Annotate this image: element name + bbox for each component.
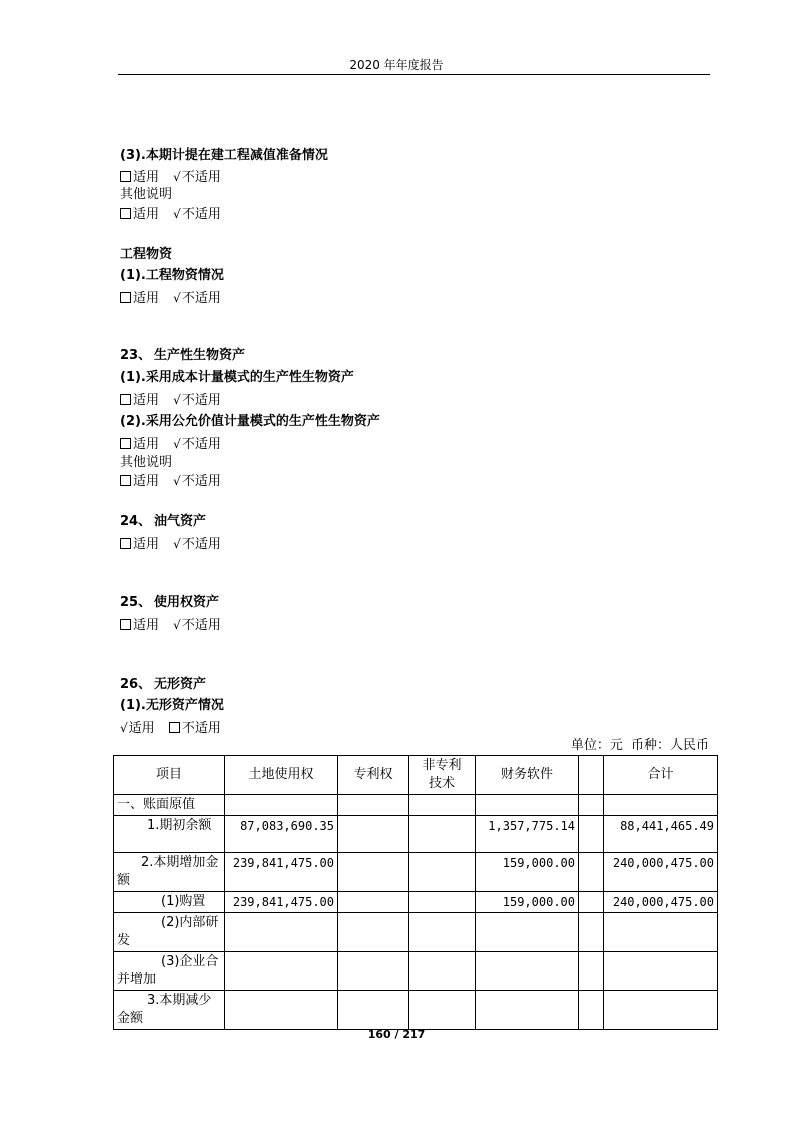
s23-sub2-title: (2).采用公允价值计量模式的生产性生物资产 bbox=[120, 414, 380, 429]
s25-title bbox=[120, 594, 219, 612]
table-cell bbox=[579, 795, 604, 816]
table-cell: 87,083,690.35 bbox=[225, 816, 338, 853]
s26-title-text: 无形资产 bbox=[154, 677, 207, 692]
applicable-option[interactable]: 适用 bbox=[120, 206, 159, 224]
s23-sub1-options bbox=[120, 391, 221, 410]
s26-sub1-title: (1).无形资产情况 bbox=[120, 698, 224, 713]
table-cell bbox=[579, 853, 604, 892]
other-note-label: 其他说明 bbox=[120, 455, 173, 470]
table-row bbox=[114, 853, 718, 892]
table-cell bbox=[225, 913, 338, 952]
applicable-option[interactable]: 适用 bbox=[120, 169, 159, 187]
table-cell bbox=[338, 952, 409, 991]
table-header-cell: 合计 bbox=[604, 756, 718, 795]
table-header-cell: 财务软件 bbox=[476, 756, 579, 795]
s23-number: 23、 bbox=[120, 348, 152, 363]
checkmark-icon: √ bbox=[173, 437, 181, 451]
table-row bbox=[114, 952, 718, 991]
table-cell bbox=[409, 991, 476, 1030]
not-applicable-option[interactable]: 不适用 bbox=[169, 720, 221, 738]
checkmark-icon: √ bbox=[173, 474, 181, 488]
table-row bbox=[114, 991, 718, 1030]
unit-label: 单位：元 bbox=[570, 738, 623, 753]
s24-title bbox=[120, 513, 206, 531]
page-number: 160 / 217 bbox=[367, 1028, 426, 1041]
table-cell bbox=[476, 795, 579, 816]
row-label: (3)企业合并增加 bbox=[114, 952, 225, 991]
not-applicable-option[interactable]: √不适用 bbox=[173, 437, 221, 452]
checkmark-icon: √ bbox=[173, 537, 181, 551]
s24-title-text: 油气资产 bbox=[154, 514, 207, 529]
other-note-label: 其他说明 bbox=[120, 187, 173, 202]
table-header-cell bbox=[579, 756, 604, 795]
checkmark-icon: √ bbox=[120, 721, 128, 735]
table-cell bbox=[225, 991, 338, 1030]
s22-sub3-title: (3).本期计提在建工程减值准备情况 bbox=[120, 148, 328, 163]
table-row bbox=[114, 816, 718, 853]
checkbox-icon bbox=[120, 208, 131, 219]
table-cell: 240,000,475.00 bbox=[604, 853, 718, 892]
not-applicable-option[interactable]: √不适用 bbox=[173, 618, 221, 633]
table-cell bbox=[579, 991, 604, 1030]
table-cell bbox=[476, 952, 579, 991]
applicable-option[interactable]: 适用 bbox=[120, 290, 159, 308]
table-cell bbox=[338, 892, 409, 913]
applicable-option[interactable]: 适用 bbox=[120, 392, 159, 410]
row-label: 2.本期增加金额 bbox=[114, 853, 225, 892]
table-cell bbox=[225, 952, 338, 991]
table-cell bbox=[409, 853, 476, 892]
table-cell bbox=[409, 913, 476, 952]
not-applicable-option[interactable]: √不适用 bbox=[173, 474, 221, 489]
s26-number: 26、 bbox=[120, 677, 152, 692]
table-row bbox=[114, 795, 718, 816]
s23-title bbox=[120, 347, 245, 365]
checkmark-icon: √ bbox=[173, 618, 181, 632]
checkmark-icon: √ bbox=[173, 393, 181, 407]
table-header-cell: 项目 bbox=[114, 756, 225, 795]
checkbox-icon bbox=[120, 292, 131, 303]
table-row bbox=[114, 913, 718, 952]
header-divider bbox=[118, 74, 710, 75]
checkbox-icon bbox=[120, 475, 131, 486]
checkbox-icon bbox=[120, 619, 131, 630]
not-applicable-option[interactable]: √不适用 bbox=[173, 207, 221, 222]
table-header-row bbox=[114, 756, 718, 795]
s24-number: 24、 bbox=[120, 514, 152, 529]
s24-options bbox=[120, 535, 221, 554]
table-cell: 1,357,775.14 bbox=[476, 816, 579, 853]
checkbox-icon bbox=[120, 171, 131, 182]
checkmark-icon: √ bbox=[173, 207, 181, 221]
checkbox-icon bbox=[120, 438, 131, 449]
table-cell bbox=[579, 952, 604, 991]
row-label: 一、账面原值 bbox=[114, 795, 225, 816]
row-label: (1)购置 bbox=[114, 892, 225, 913]
table-cell bbox=[338, 853, 409, 892]
eng-materials-title: 工程物资 bbox=[120, 247, 173, 262]
checkmark-icon: √ bbox=[173, 291, 181, 305]
table-cell: 240,000,475.00 bbox=[604, 892, 718, 913]
not-applicable-option[interactable]: √不适用 bbox=[173, 393, 221, 408]
row-label: (2)内部研发 bbox=[114, 913, 225, 952]
table-cell bbox=[338, 913, 409, 952]
s25-title-text: 使用权资产 bbox=[154, 595, 220, 610]
table-cell bbox=[409, 795, 476, 816]
s26-title bbox=[120, 676, 206, 694]
table-cell bbox=[338, 816, 409, 853]
checkmark-icon: √ bbox=[173, 170, 181, 184]
s23-sub1-title: (1).采用成本计量模式的生产性生物资产 bbox=[120, 370, 354, 385]
table-cell bbox=[409, 892, 476, 913]
table-row bbox=[114, 892, 718, 913]
table-cell bbox=[338, 795, 409, 816]
table-cell: 88,441,465.49 bbox=[604, 816, 718, 853]
unit-currency-line bbox=[571, 737, 709, 755]
not-applicable-option[interactable]: √不适用 bbox=[173, 291, 221, 306]
s23-sub2-options bbox=[120, 435, 221, 454]
applicable-option[interactable]: 适用 bbox=[120, 536, 159, 554]
checkbox-icon bbox=[120, 538, 131, 549]
table-header-cell: 土地使用权 bbox=[225, 756, 338, 795]
table-cell: 239,841,475.00 bbox=[225, 892, 338, 913]
table-cell bbox=[225, 795, 338, 816]
checkbox-icon bbox=[120, 394, 131, 405]
table-cell: 239,841,475.00 bbox=[225, 853, 338, 892]
row-label: 3.本期减少金额 bbox=[114, 991, 225, 1030]
applicable-option[interactable]: 适用 bbox=[120, 617, 159, 635]
s25-options bbox=[120, 616, 221, 635]
table-cell bbox=[579, 913, 604, 952]
table-cell bbox=[476, 913, 579, 952]
currency-label: 币种：人民币 bbox=[630, 738, 709, 753]
applicable-option[interactable]: √适用 bbox=[120, 721, 155, 736]
other-note-options bbox=[120, 205, 221, 224]
table-cell bbox=[604, 991, 718, 1030]
eng-materials-sub1-title: (1).工程物资情况 bbox=[120, 268, 224, 283]
checkbox-icon bbox=[169, 722, 180, 733]
table-cell bbox=[604, 952, 718, 991]
applicable-option[interactable]: 适用 bbox=[120, 436, 159, 454]
table-cell bbox=[579, 816, 604, 853]
table-cell bbox=[476, 991, 579, 1030]
table-cell bbox=[579, 892, 604, 913]
s22-sub3-options bbox=[120, 168, 221, 187]
row-label: 1.期初余额 bbox=[114, 816, 225, 853]
eng-materials-options bbox=[120, 289, 221, 308]
s26-options bbox=[120, 719, 221, 738]
table-cell bbox=[604, 795, 718, 816]
table-cell bbox=[604, 913, 718, 952]
table-cell bbox=[338, 991, 409, 1030]
s25-number: 25、 bbox=[120, 595, 152, 610]
report-header-title: 2020 年年度报告 bbox=[349, 58, 444, 72]
other-note-options bbox=[120, 472, 221, 491]
not-applicable-option[interactable]: √不适用 bbox=[173, 170, 221, 185]
table-cell: 159,000.00 bbox=[476, 853, 579, 892]
table-cell bbox=[409, 816, 476, 853]
applicable-option[interactable]: 适用 bbox=[120, 473, 159, 491]
s23-title-text: 生产性生物资产 bbox=[154, 348, 246, 363]
intangible-assets-table bbox=[113, 755, 718, 1030]
table-header-cell: 专利权 bbox=[338, 756, 409, 795]
table-header-cell: 非专利 技术 bbox=[409, 756, 476, 795]
table-cell bbox=[409, 952, 476, 991]
table-cell: 159,000.00 bbox=[476, 892, 579, 913]
not-applicable-option[interactable]: √不适用 bbox=[173, 537, 221, 552]
